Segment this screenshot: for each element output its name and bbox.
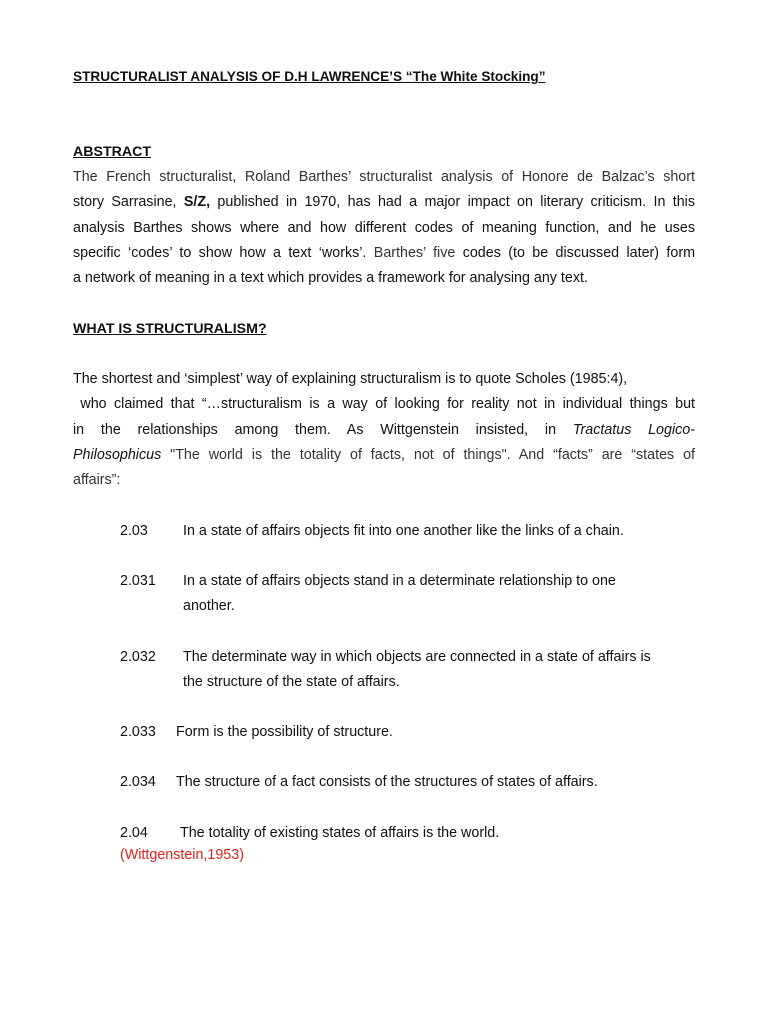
structuralism-line-2: who claimed that “…structuralism is a way of looking for reality not in individual things but	[73, 396, 695, 413]
quote-text-continued: another.	[183, 598, 235, 614]
quote-text: The structure of a fact consists of the structures of states of affairs.	[176, 774, 598, 790]
structuralism-line-1: The shortest and ‘simplest’ way of explaining structuralism is to quote Scholes (1985:4),	[73, 371, 628, 387]
quote-number: 2.03	[120, 523, 148, 539]
structuralism-line-4-end: "The world is the totality of facts, not of things". And “facts” are “states of	[161, 446, 695, 463]
abstract-line-4-start: specific ‘codes’ to show how a text ‘works’.	[73, 244, 374, 261]
citation: (Wittgenstein,1953)	[120, 847, 244, 863]
work-title-tractatus: Tractatus Logico-	[572, 421, 695, 438]
quote-text-continued: the structure of the state of affairs.	[183, 674, 400, 690]
book-title-sz: S/Z,	[183, 194, 211, 211]
abstract-line-3: analysis Barthes shows where and how different codes of meaning function, and he uses	[73, 219, 695, 236]
structuralism-heading: WHAT IS STRUCTURALISM?	[73, 321, 267, 337]
quote-text: In a state of affairs objects stand in a determinate relationship to one	[183, 573, 616, 589]
quote-text: The totality of existing states of affairs is the world.	[180, 825, 500, 841]
structuralism-line-3-start: in the relationships among them. As Wittgenstein insisted, in	[73, 421, 573, 438]
abstract-line-2	[73, 190, 695, 215]
quote-text: The determinate way in which objects are connected in a state of affairs is	[183, 649, 651, 665]
abstract-line-1: The French structuralist, Roland Barthes’ structuralist analysis of Honore de Balzac’s short	[73, 169, 695, 185]
abstract-line-4	[73, 241, 695, 266]
quote-number: 2.031	[120, 573, 156, 589]
work-title-philosophicus: Philosophicus	[73, 446, 162, 463]
abstract-paragraph	[73, 165, 695, 291]
quote-number: 2.034	[120, 774, 156, 790]
structuralism-line-4	[73, 443, 695, 468]
quote-text: In a state of affairs objects fit into one another like the links of a chain.	[183, 523, 624, 539]
quote-text: Form is the possibility of structure.	[176, 724, 393, 740]
quote-number: 2.033	[120, 724, 156, 740]
abstract-line-4-mid: Barthes’ five	[373, 244, 456, 261]
quote-number: 2.032	[120, 649, 156, 665]
structuralism-line-5: affairs”:	[73, 472, 121, 489]
abstract-line-4-end: codes (to be discussed later) form	[455, 244, 696, 261]
document-title: STRUCTURALIST ANALYSIS OF D.H LAWRENCE’S “The White Stocking”	[73, 69, 546, 84]
quote-number: 2.04	[120, 825, 148, 841]
abstract-line-2-start: story Sarrasine,	[73, 194, 184, 211]
structuralism-paragraph	[73, 367, 695, 493]
abstract-line-2-end: published in 1970, has had a major impact on literary criticism. In this	[210, 194, 695, 211]
abstract-line-5: a network of meaning in a text which provides a framework for analysing any text.	[73, 270, 588, 287]
abstract-heading: ABSTRACT	[73, 144, 152, 160]
structuralism-line-3	[73, 418, 695, 443]
